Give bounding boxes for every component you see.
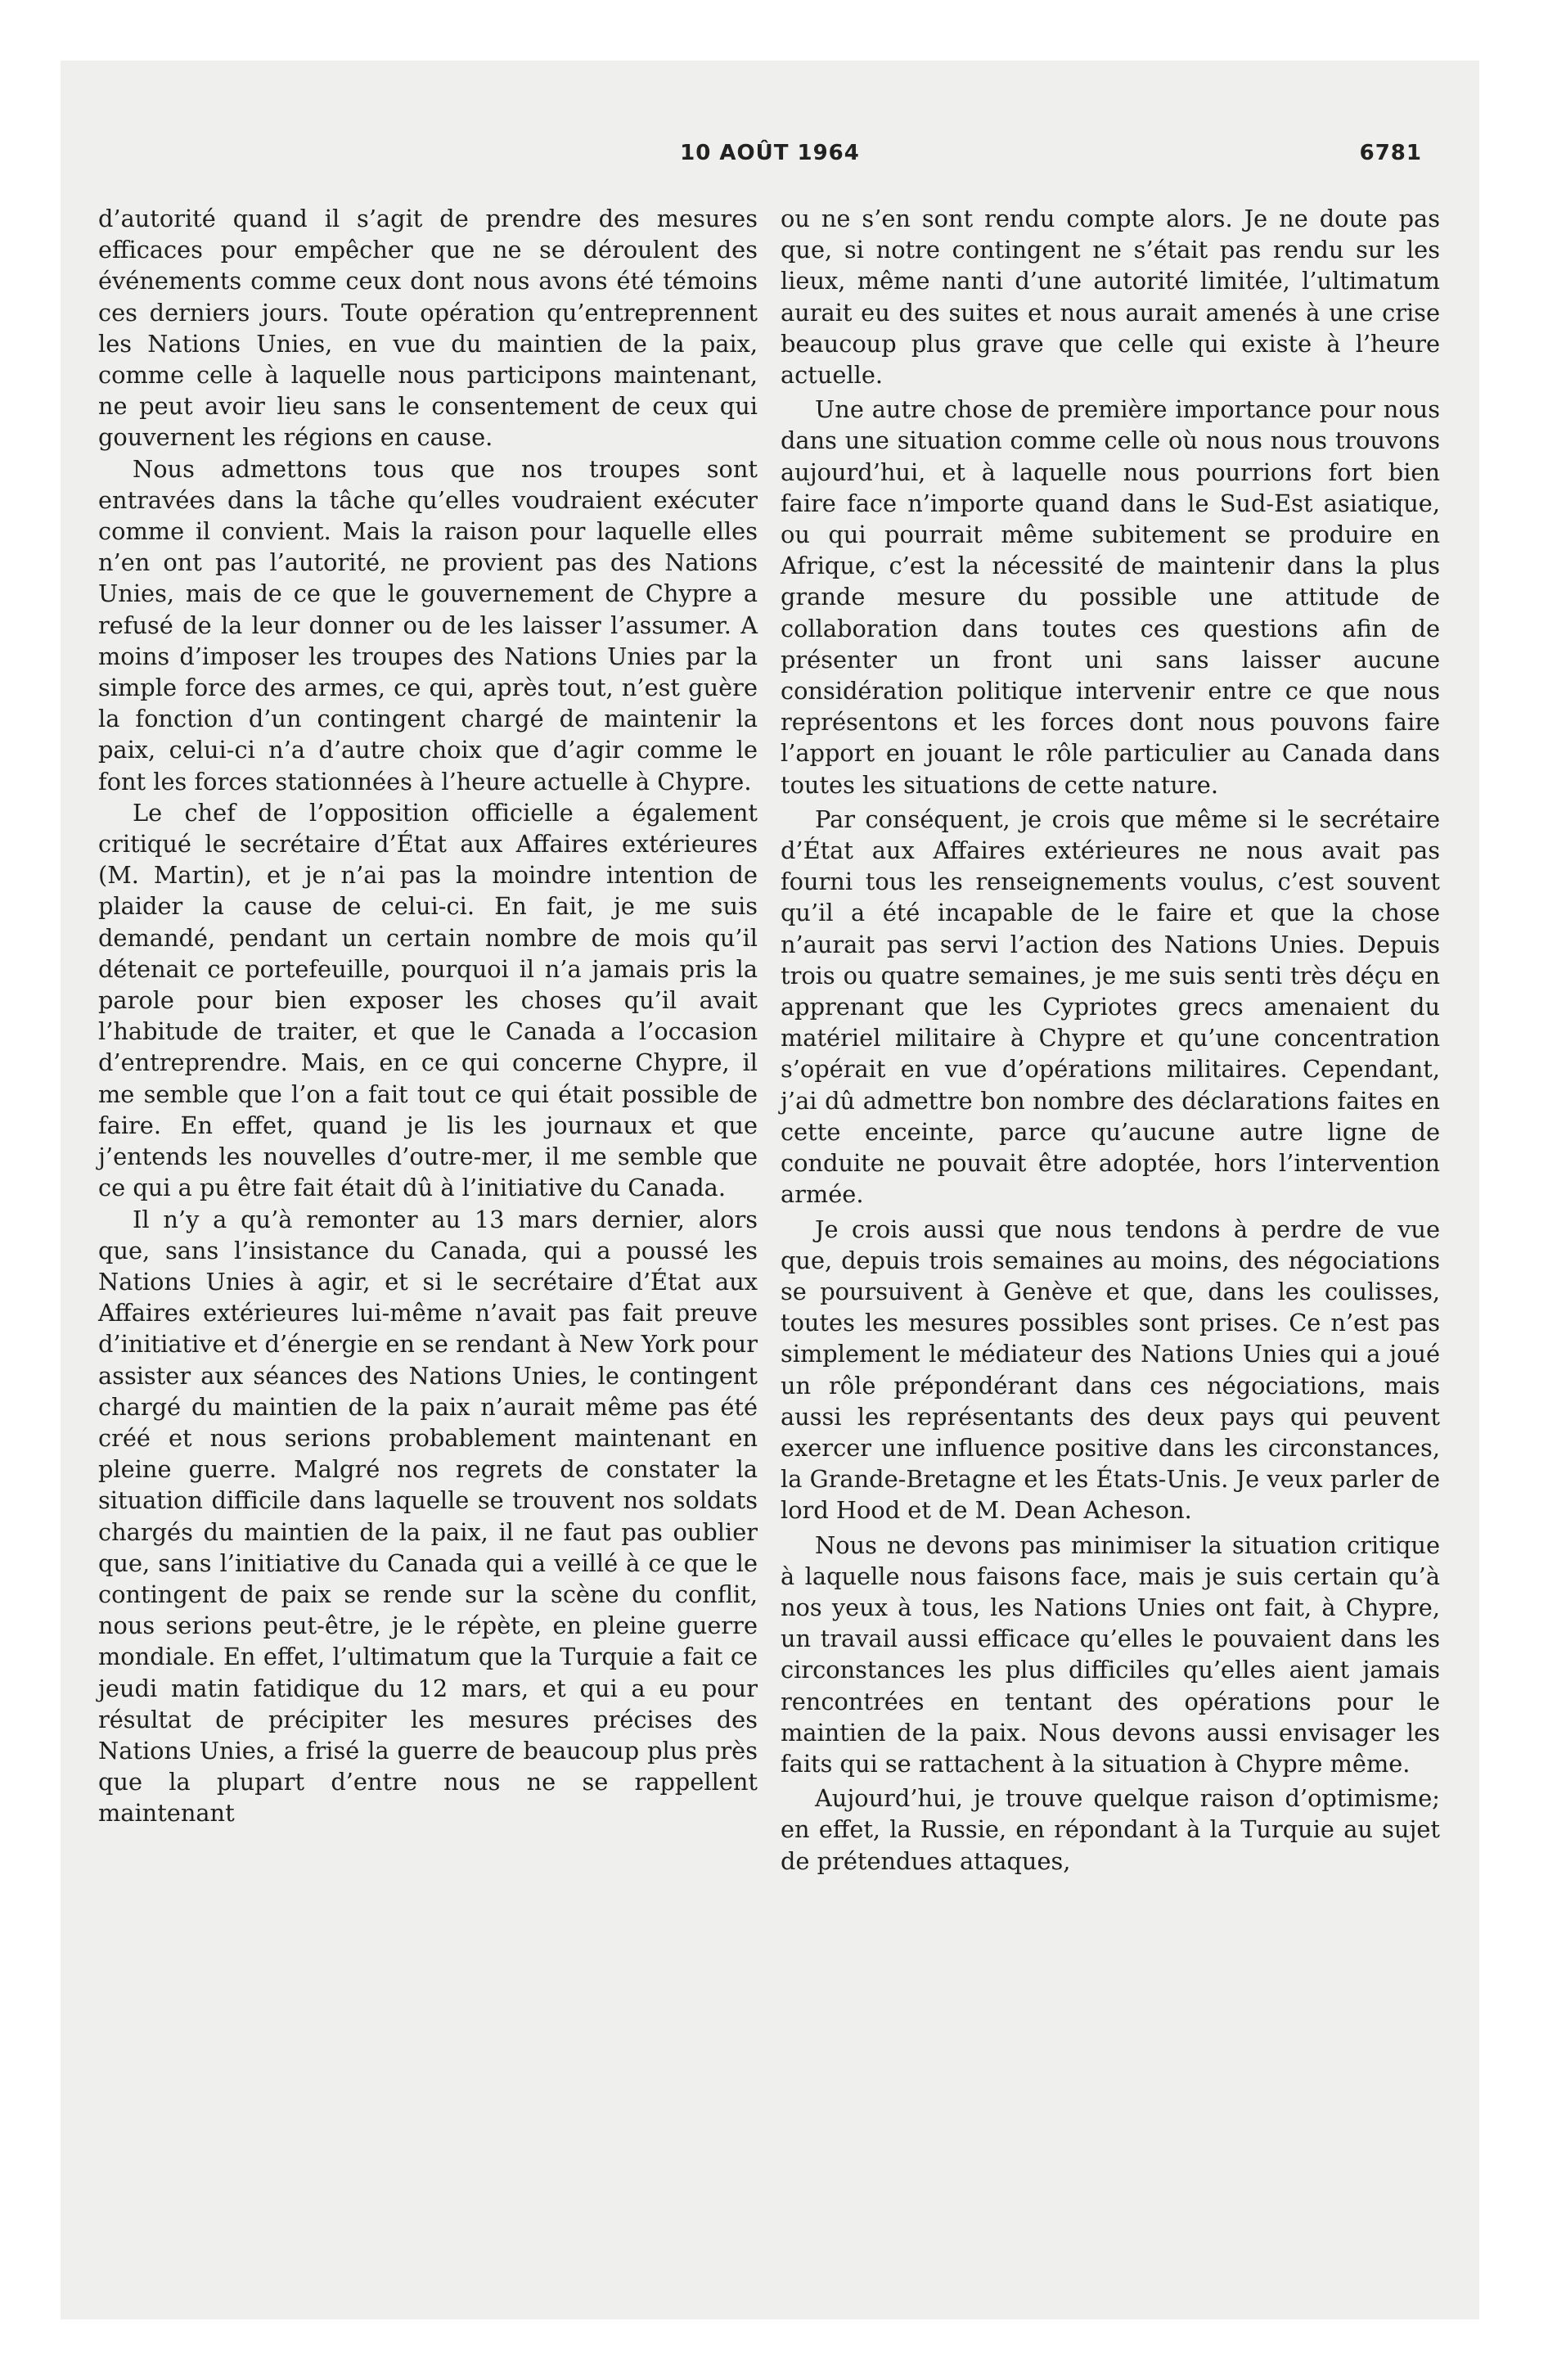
paragraph: d’autorité quand il s’agit de prendre des mesures efficaces pour empêcher que ne se déroulent des événements comme ceux dont nous avons été témoins ces derniers jours. Toute opération qu’entreprennent les Nations Unies, en vue du maintien de la paix, comme celle à laquelle nous participons maintenant, ne peut avoir lieu sans le consentement de ceux qui gouvernent les régions en cause. (98, 205, 758, 452)
right-column (781, 203, 1440, 1877)
running-header (61, 141, 1479, 174)
paragraph: Je crois aussi que nous tendons à perdre de vue que, depuis trois semaines au moins, des négociations se poursuivent à Genève et que, dans les coulisses, toutes les mesures possibles sont prises. Ce n’est pas simplement le médiateur des Nations Unies qui a joué un rôle prépondérant dans ces négociations, mais aussi les représentants des deux pays qui peuvent exercer une influence positive dans les circonstances, la Grande-Bretagne et les États-Unis. Je veux parler de lord Hood et de M. Dean Acheson. (781, 1215, 1440, 1525)
header-date: 10 AOÛT 1964 (680, 141, 860, 165)
paragraph: Par conséquent, je crois que même si le secrétaire d’État aux Affaires extérieures ne nous avait pas fourni tous les renseignements voulus, c’est souvent qu’il a été incapable de le faire et que la chose n’aurait pas servi l’action des Nations Unies. Depuis trois ou quatre semaines, je me suis senti très déçu en apprenant que les Cypriotes grecs amenaient du matériel militaire à Chypre et qu’une concentration s’opérait en vue d’opérations militaires. Cependant, j’ai dû admettre bon nombre des déclarations faites en cette enceinte, parce qu’aucune autre ligne de conduite ne pouvait être adoptée, hors l’intervention armée. (781, 805, 1440, 1209)
paragraph: Nous ne devons pas minimiser la situation critique à laquelle nous faisons face, mais je suis certain qu’à nos yeux à tous, les Nations Unies ont fait, à Chypre, un travail aussi efficace qu’elles le pouvaient dans les circonstances les plus difficiles qu’elles aient jamais rencontrées en tentant des opérations pour le maintien de la paix. Nous devons aussi envisager les faits qui se rattachent à la situation à Chypre même. (781, 1530, 1440, 1778)
paragraph: ou ne s’en sont rendu compte alors. Je ne doute pas que, si notre contingent ne s’était pas rendu sur les lieux, même nanti d’une autorité limitée, l’ultimatum aurait eu des suites et nous aurait amenés à une crise beaucoup plus grave que celle qui existe à l’heure actuelle. (781, 205, 1440, 390)
document-page (61, 61, 1479, 2319)
paragraph: Le chef de l’opposition officielle a également critiqué le secrétaire d’État aux Affaires extérieures (M. Martin), et je n’ai pas la moindre intention de plaider la cause de celui-ci. En fait, je me suis demandé, pendant un certain nombre de mois qu’il détenait ce portefeuille, pourquoi il n’a jamais pris la parole pour bien exposer les choses qu’il avait l’habitude de traiter, et que le Canada a l’occasion d’entreprendre. Mais, en ce qui concerne Chypre, il me semble que l’on a fait tout ce qui était possible de faire. En effet, quand je lis les journaux et que j’entends les nouvelles d’outre-mer, il me semble que ce qui a pu être fait était dû à l’initiative du Canada. (98, 798, 758, 1202)
paragraph: Aujourd’hui, je trouve quelque raison d’optimisme; en effet, la Russie, en répondant à la Turquie au sujet de prétendues attaques, (781, 1784, 1440, 1875)
left-column (98, 203, 758, 1829)
paragraph: Il n’y a qu’à remonter au 13 mars dernier, alors que, sans l’insistance du Canada, qui a poussé les Nations Unies à agir, et si le secrétaire d’État aux Affaires extérieures lui-même n’avait pas fait preuve d’initiative et d’énergie en se rendant à New York pour assister aux séances des Nations Unies, le contingent chargé du maintien de la paix n’aurait même pas été créé et nous serions probablement maintenant en pleine guerre. Malgré nos regrets de constater la situation difficile dans laquelle se trouvent nos soldats chargés du maintien de la paix, il ne faut pas oublier que, sans l’initiative du Canada qui a veillé à ce que le contingent de paix se rende sur la scène du conflit, nous serions peut-être, je le répète, en pleine guerre mondiale. En effet, l’ultimatum que la Turquie a fait ce jeudi matin fatidique du 12 mars, et qui a eu pour résultat de précipiter les mesures précises des Nations Unies, a frisé la guerre de beaucoup plus près que la plupart d’entre nous ne se rappellent maintenant (98, 1205, 758, 1828)
paragraph: Nous admettons tous que nos troupes sont entravées dans la tâche qu’elles voudraient exécuter comme il convient. Mais la raison pour laquelle elles n’en ont pas l’autorité, ne provient pas des Nations Unies, mais de ce que le gouvernement de Chypre a refusé de la leur donner ou de les laisser l’assumer. A moins d’imposer les troupes des Nations Unies par la simple force des armes, ce qui, après tout, n’est guère la fonction d’un contingent chargé de maintenir la paix, celui-ci n’a d’autre choix que d’agir comme le font les forces stationnées à l’heure actuelle à Chypre. (98, 454, 758, 796)
paragraph: Une autre chose de première importance pour nous dans une situation comme celle où nous nous trouvons aujourd’hui, et à laquelle nous pourrions fort bien faire face n’importe quand dans le Sud-Est asiatique, ou qui pourrait même subitement se produire en Afrique, c’est la nécessité de maintenir dans la plus grande mesure du possible une attitude de collaboration dans toutes ces questions afin de présenter un front uni sans laisser aucune considération politique intervenir entre ce que nous représentons et les forces dont nous pouvons faire l’apport en jouant le rôle particulier au Canada dans toutes les situations de cette nature. (781, 395, 1440, 799)
page-number: 6781 (1359, 141, 1422, 165)
